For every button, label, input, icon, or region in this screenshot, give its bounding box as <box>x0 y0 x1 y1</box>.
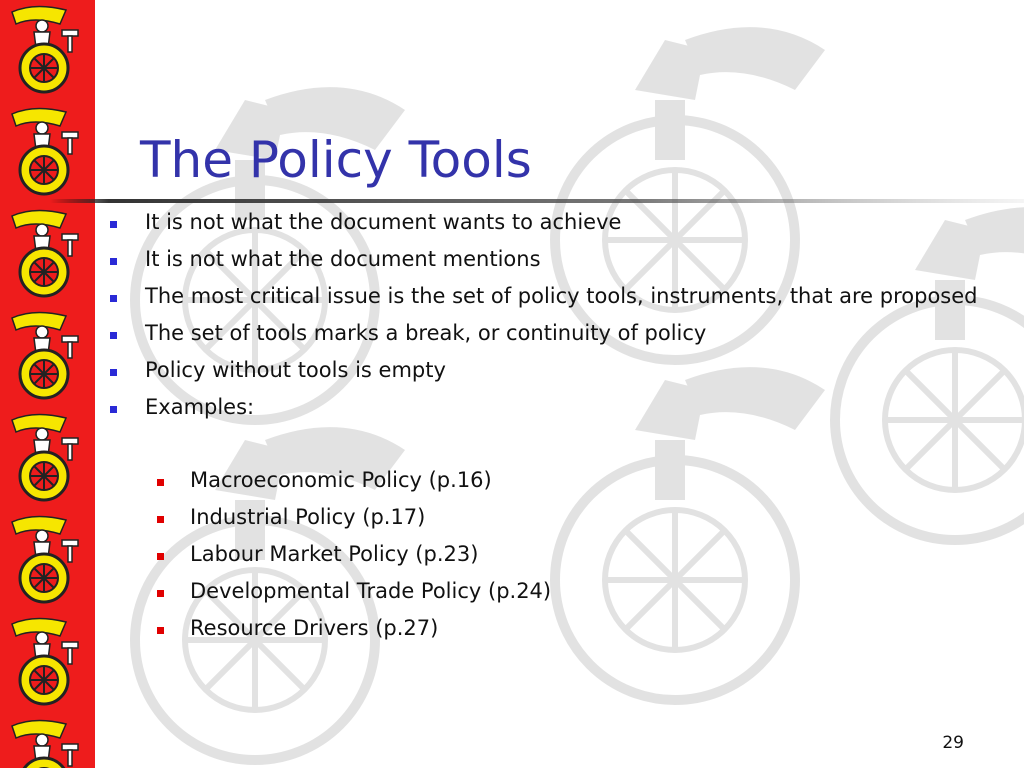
bullet-item-examples <box>108 393 988 422</box>
bullet-list <box>108 208 988 651</box>
bullet-text: The set of tools marks a break, or continuity of policy <box>145 321 707 345</box>
sub-bullet-square-icon <box>157 627 164 634</box>
bullet-square-icon <box>110 369 117 376</box>
bullet-item <box>108 208 988 237</box>
example-text: Industrial Policy (p.17) <box>190 505 426 529</box>
bullet-text: Policy without tools is empty <box>145 358 446 382</box>
title-underline <box>50 199 1024 203</box>
sub-bullet-square-icon <box>157 553 164 560</box>
slide-title: The Policy Tools <box>140 131 532 189</box>
bullet-item <box>108 319 988 348</box>
example-item <box>108 466 988 495</box>
bullet-text: It is not what the document mentions <box>145 247 541 271</box>
sub-bullet-square-icon <box>157 479 164 486</box>
bullet-text: It is not what the document wants to achieve <box>145 210 622 234</box>
bullet-square-icon <box>110 332 117 339</box>
example-text: Resource Drivers (p.27) <box>190 616 439 640</box>
bullet-item <box>108 356 988 385</box>
example-text: Labour Market Policy (p.23) <box>190 542 479 566</box>
bullet-square-icon <box>110 295 117 302</box>
example-item <box>108 503 988 532</box>
bullet-item <box>108 245 988 274</box>
sub-bullet-square-icon <box>157 516 164 523</box>
sub-bullet-square-icon <box>157 590 164 597</box>
bullet-text: The most critical issue is the set of policy tools, instruments, that are proposed <box>145 284 978 308</box>
union-emblem-icon <box>0 0 95 768</box>
bullet-text: Examples: <box>145 395 255 419</box>
logo-strip <box>0 0 95 768</box>
example-item <box>108 577 988 606</box>
bullet-item <box>108 282 988 311</box>
example-text: Developmental Trade Policy (p.24) <box>190 579 552 603</box>
example-item <box>108 614 988 643</box>
bullet-square-icon <box>110 221 117 228</box>
example-text: Macroeconomic Policy (p.16) <box>190 468 492 492</box>
example-item <box>108 540 988 569</box>
bullet-square-icon <box>110 406 117 413</box>
page-number: 29 <box>942 733 964 753</box>
bullet-square-icon <box>110 258 117 265</box>
